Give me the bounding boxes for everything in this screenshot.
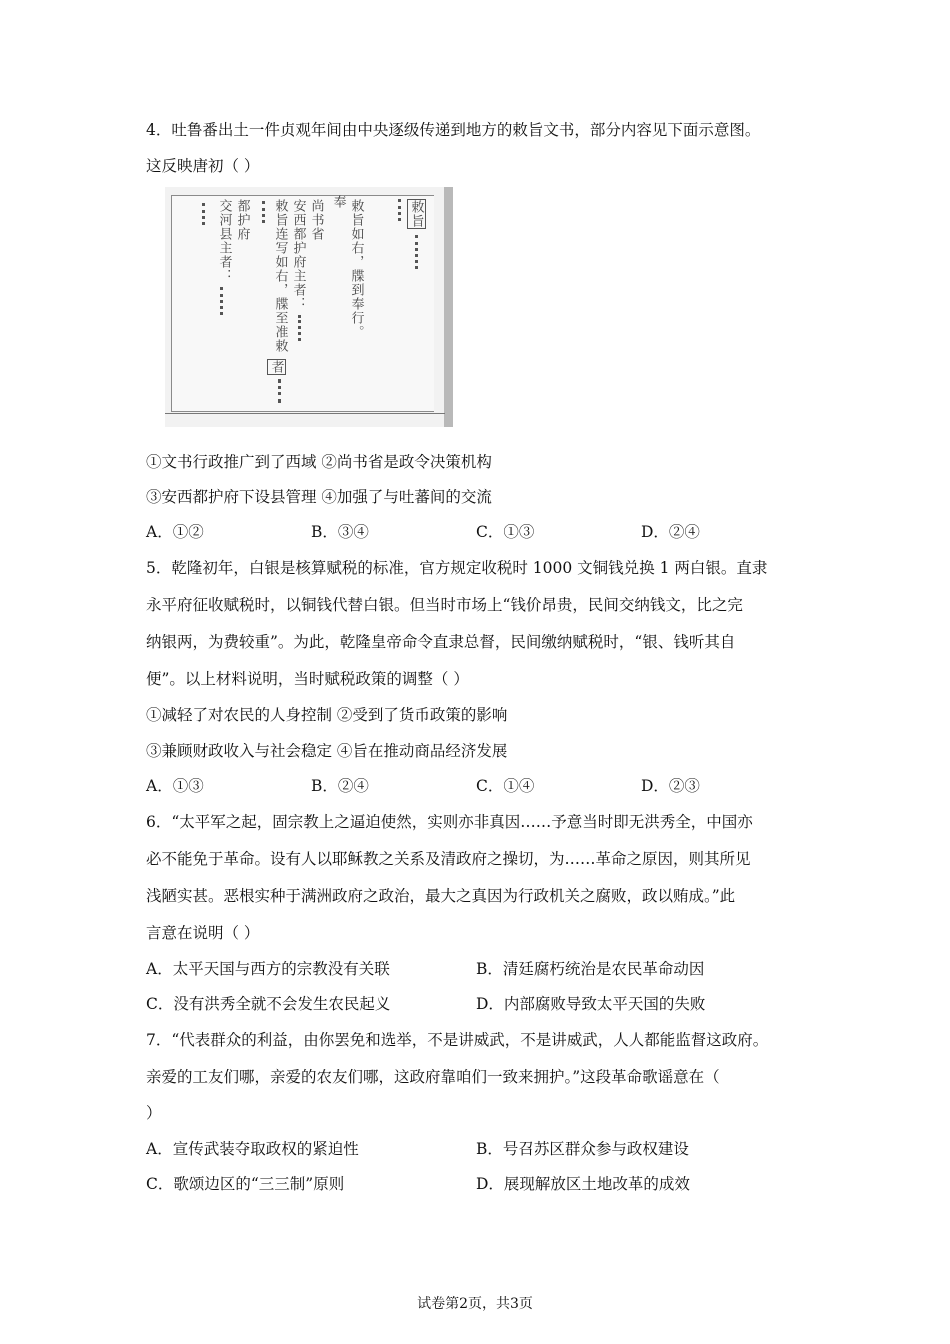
edict-col-chizhi-text: 敕旨如右，牒到奉行。 (348, 199, 364, 339)
edict-col-jiaohe: 交河县主者： (216, 199, 232, 283)
q7-stem-line2: 亲爱的工友们哪，亲爱的农友们哪，这政府靠咱们一致来拥护。”这段革命歌谣意在（ (146, 1068, 720, 1086)
edict-col-chizhi-box: 敕旨 (408, 200, 424, 228)
edict-col-zhe-box: 者 (268, 360, 284, 374)
edict-frame-bottom (165, 413, 445, 414)
ellipsis-dots (202, 203, 208, 225)
q4-statements-1: ①文书行政推广到了西域 ②尚书省是政令决策机构 (146, 453, 492, 471)
q6-stem-line4: 言意在说明（ ） (146, 924, 260, 942)
edict-col-anxi: 安西都护府主者： (290, 199, 306, 311)
q5-statements-1: ①减轻了对农民的人身控制 ②受到了货币政策的影响 (146, 706, 508, 724)
q5-option-c[interactable]: C．①④ (476, 777, 535, 795)
q6-option-b[interactable]: B．清廷腐朽统治是农民革命动因 (476, 960, 705, 978)
q4-option-c[interactable]: C．①③ (476, 523, 535, 541)
ellipsis-dots (398, 199, 404, 221)
q7-stem-line1: 7．“代表群众的利益，由你罢免和选举，不是讲威武，不是讲威武，人人都能监督这政府。 (146, 1031, 769, 1049)
q4-option-b[interactable]: B．③④ (311, 523, 369, 541)
ellipsis-dots (298, 315, 304, 341)
q4-option-a[interactable]: A．①② (146, 523, 204, 541)
ellipsis-dots (220, 287, 226, 315)
edict-document-figure (165, 187, 453, 427)
edict-col-feng: 奉 (330, 195, 346, 209)
q5-stem-line1: 5．乾隆初年，白银是核算赋税的标准，官方规定收税时 1000 文铜钱兑换 1 两白银。直隶 (146, 559, 768, 577)
q4-statements-2: ③安西都护府下设县管理 ④加强了与吐蕃间的交流 (146, 488, 492, 506)
q5-option-b[interactable]: B．②④ (311, 777, 369, 795)
q6-stem-line1: 6．“太平军之起，固宗教上之逼迫使然，实则亦非真因……予意当时即无洪秀全，中国亦 (146, 813, 753, 831)
q5-option-a[interactable]: A．①③ (146, 777, 204, 795)
edict-col-chizhi2: 敕旨连写如右，牒至准敕 (272, 199, 288, 353)
q7-option-b[interactable]: B．号召苏区群众参与政权建设 (476, 1140, 689, 1158)
edict-col-duhufu: 都护府 (234, 199, 250, 241)
q7-option-d[interactable]: D．展现解放区土地改革的成效 (476, 1175, 690, 1193)
page-footer: 试卷第2页，共3页 (417, 1296, 533, 1312)
q4-stem-line1: 4．吐鲁番出土一件贞观年间由中央逐级传递到地方的敕旨文书，部分内容见下面示意图。 (146, 121, 761, 139)
ellipsis-dots (278, 379, 284, 403)
q7-option-c[interactable]: C．歌颂边区的“三三制”原则 (146, 1175, 345, 1193)
q6-stem-line3: 浅陋实甚。恶根实种于满洲政府之政治，最大之真因为行政机关之腐败，政以贿成。”此 (146, 887, 736, 905)
q7-stem-line3: ） (146, 1104, 162, 1122)
q5-stem-line3: 纳银两，为费较重”。为此，乾隆皇帝命令直隶总督，民间缴纳赋税时，“银、钱听其自 (146, 633, 736, 651)
q5-option-d[interactable]: D．②③ (641, 777, 700, 795)
ellipsis-dots (415, 235, 421, 269)
q4-stem-line2: 这反映唐初（ ） (146, 157, 260, 175)
q7-option-a[interactable]: A．宣传武装夺取政权的紧迫性 (146, 1140, 359, 1158)
q6-option-a[interactable]: A．太平天国与西方的宗教没有关联 (146, 960, 390, 978)
q5-statements-2: ③兼顾财政收入与社会稳定 ④旨在推动商品经济发展 (146, 742, 508, 760)
edict-col-shangshu: 尚书省 (308, 199, 324, 241)
ellipsis-dots (262, 201, 268, 223)
q5-stem-line4: 便”。以上材料说明，当时赋税政策的调整（ ） (146, 670, 469, 688)
q6-option-c[interactable]: C．没有洪秀全就不会发生农民起义 (146, 995, 391, 1013)
q6-stem-line2: 必不能免于革命。设有人以耶稣教之关系及清政府之操切，为……革命之原因，则其所见 (146, 850, 751, 868)
q6-option-d[interactable]: D．内部腐败导致太平天国的失败 (476, 995, 706, 1013)
q5-stem-line2: 永平府征收赋税时，以铜钱代替白银。但当时市场上“钱价昂贵，民间交纳钱文，比之完 (146, 596, 743, 614)
q4-option-d[interactable]: D．②④ (641, 523, 700, 541)
